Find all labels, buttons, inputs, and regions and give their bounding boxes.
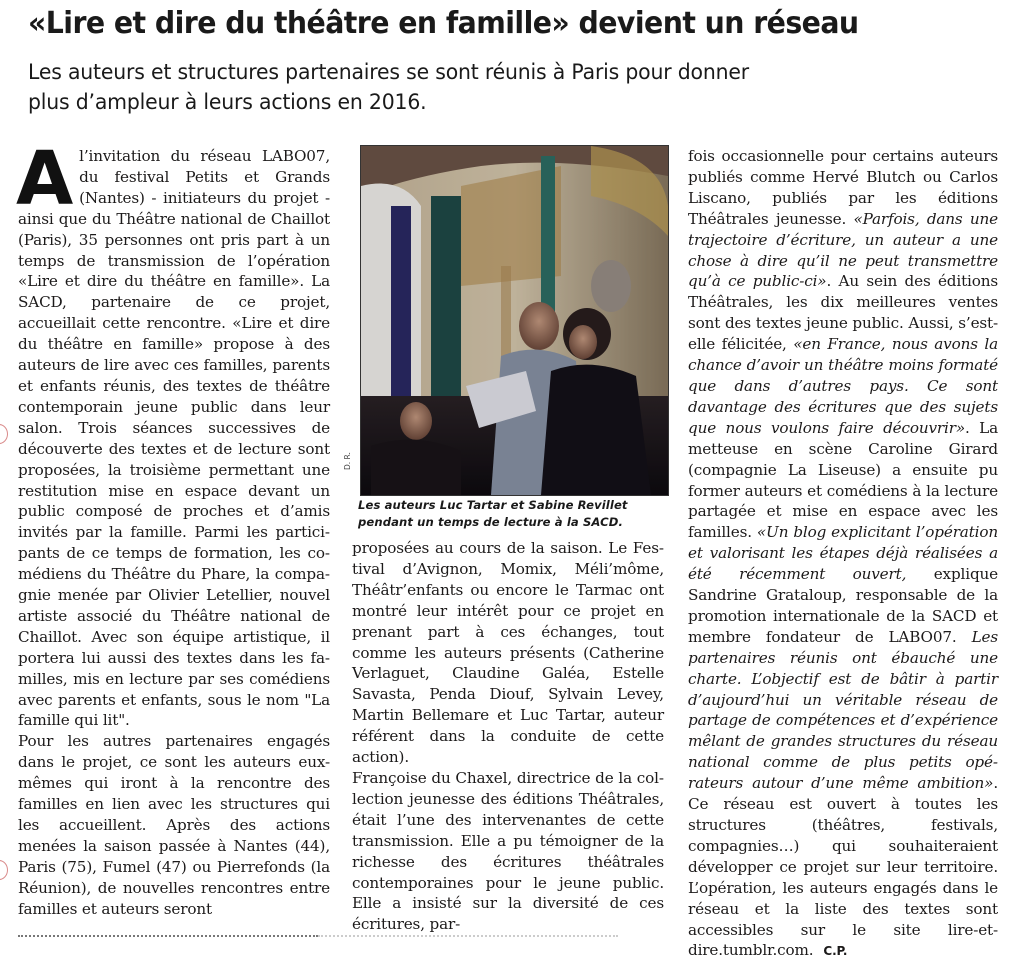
photo-image [361,146,668,495]
quote: «Un blog explicitant l’opération et valorisant les étapes déjà réalisées a été récemment ouvert, [688,523,998,584]
dotted-rule [318,935,618,937]
photo-shade [361,146,668,495]
margin-mark [0,424,8,444]
dotted-rule [18,935,318,937]
quote: «Parfois, dans une trajectoire d’écriture, un auteur a une chose à dire qu’il ne peut transmettre qu’à ce public-ci» [688,209,999,291]
headline: «Lire et dire du théâtre en famille» devient un réseau [28,6,859,41]
column-3 [688,146,998,962]
photo-caption: Les auteurs Luc Tartar et Sabine Revillet pendant un temps de lecture à la SACD. [358,498,628,529]
author-signature: C.P. [823,944,848,959]
text-run: . Ce réseau est ouvert à toutes les structures (théâtres, festivals, compagnies…) qui souhaiteraient développer ce projet sur leur territoire. L’opération, les auteurs engagés dans le réseau et la liste des textes sont accessibles sur le site lire-et-dire.tumblr.com. [688,774,998,960]
text-run: fois occasionnelle pour certains auteurs publiés comme Hervé Blutch ou Carlos Liscano, publiés par les éditions Théâtrales jeunesse. [688,147,998,228]
subheadline-line: Les auteurs et structures partenaires se sont réunis à Paris pour donner [28,60,749,85]
paragraph [16,136,330,731]
paragraph [688,146,998,962]
quote: Les partenaires réunis ont ébauché une charte. L’objectif est de bâtir à partir d’aujourd’hui un véritable réseau de partage de compétences et d’expérience mêlant de grandes structures du réseau national comme de plus petits opérateurs autour d’une même ambition» [688,627,998,793]
text-run: . La metteuse en scène Caroline Girard (compagnie La Liseuse) a ensuite pu former auteurs et comédiens à la lecture partagée et mise en espace avec les familles. [688,418,999,542]
paragraph: proposées au cours de la saison. Le Festival d’Avignon, Momix, Méli’môme, Théâtr’enfants ou encore le Tarmac ont montré leur intérêt pour ce projet en prenant part à ces échanges, tout comme les auteurs présents (Catherine Verlaguet, Claudine Galéa, Estelle Savasta, Penda Diouf, Sylvain Levey, Martin Bellemare et Luc Tartar, auteur référent dans la conduite de cette action). [352,539,664,767]
quote: «en France, nous avons la chance d’avoir un théâtre moins formaté que dans d’autres pays. Ce sont davantage des écritures que des sujets que nous voulons faire découvrir» [688,335,998,437]
paragraph-text: l’invitation du réseau LABO07, du festival Petits et Grands (Nantes) - initiateurs du projet - ainsi que du Théâtre national de Chaillot (Paris), 35 personnes ont pris part à un temps de transmission de l’opération «Lire et dire du théâtre en famille». La SACD, partenaire de ce projet, accueillait cette rencontre. «Lire et dire du théâtre en famille» propose à des auteurs de lire avec ces familles, parents et enfants réunis, des textes de théâtre contemporain jeune public dans leur salon. Trois séances successives de découverte des textes et de lecture sont proposées, la troisième permettant une restitution mise en espace devant un public composé de proches et d’amis invités par la famille. Parmi les participants de ce temps de formation, les comédiens du Théâtre du Phare, la compagnie menée par Olivier Letellier, nouvel artiste associé du Théâtre national de Chaillot. Avec son équipe artistique, il portera lui aussi des textes dans les familles, mis en lecture par ses comédiens avec parents et enfants, sous le nom "La famille qui lit". [18,147,330,730]
text-run: explique Sandrine Grataloup, responsable de la promotion internationale de la SACD et membre fondateur de LABO07. [688,565,998,646]
paragraph: Pour les autres partenaires engagés dans le projet, ce sont les auteurs eux-mêmes qui iront à la rencontre des familles en lien avec les structures qui les accueillent. Après des actions menées la saison passée à Nantes (44), Paris (75), Fumel (47) ou Pierrefonds (la Réunion), de nouvelles rencontres entre familles et auteurs seront [18,732,330,918]
photo-credit: D. R. [343,452,352,470]
drop-cap: A [16,136,74,222]
paragraph: Françoise du Chaxel, directrice de la collection jeunesse des éditions Théâtrales, était l’une des intervenantes de cette transmission. Elle a pu témoigner de la richesse des écritures théâtrales contemporaines pour le jeune public. Elle a insisté sur la diversité de ces écritures, par- [352,768,664,934]
column-2 [352,538,664,935]
margin-mark [0,860,8,880]
subheadline-line: plus d’ampleur à leurs actions en 2016. [28,90,427,115]
text-run: . Au sein des éditions Théâtrales, les dix meilleures ventes sont des textes jeune public. Aussi, s’est-elle félicitée, [688,272,998,354]
photo [360,145,669,496]
column-1 [16,136,330,920]
subheadline [28,58,940,118]
